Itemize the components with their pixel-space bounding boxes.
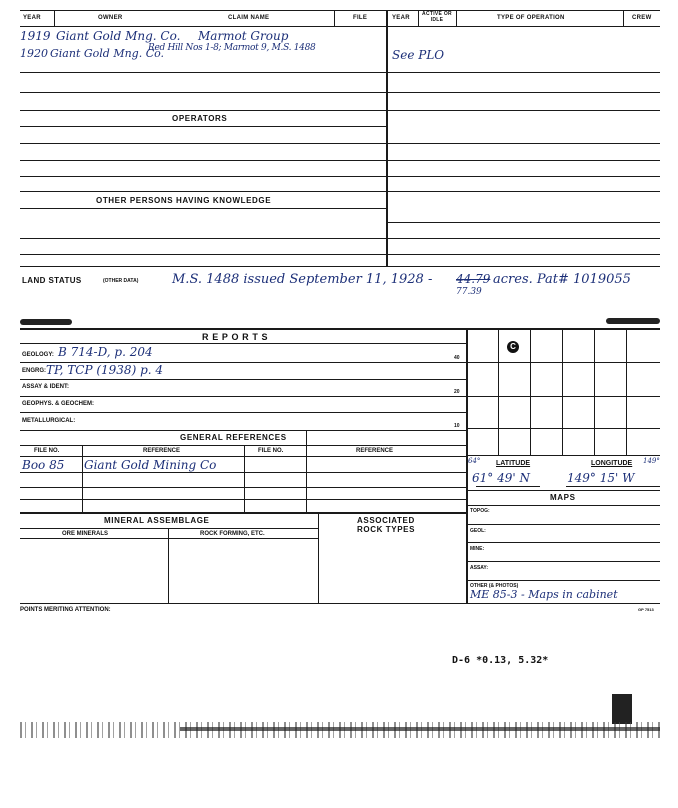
land-status-label: LAND STATUS	[22, 276, 82, 285]
land-status-text: M.S. 1488 issued September 11, 1928 -	[172, 272, 433, 287]
scan-blot	[612, 694, 632, 724]
ref-row-1-reference: Giant Gold Mining Co	[84, 458, 217, 472]
row-line	[466, 505, 660, 506]
row-line	[20, 512, 466, 514]
land-status-struck-value: 44.79	[456, 272, 491, 286]
latitude-label: LATITUDE	[496, 460, 531, 467]
grid-location-marker: C	[507, 341, 519, 353]
land-status-sublabel: (OTHER DATA)	[103, 278, 139, 284]
row-line	[20, 208, 386, 209]
row-line	[20, 528, 318, 529]
row-line	[20, 445, 466, 446]
geology-label: GEOLOGY:	[22, 352, 54, 358]
mineral-col-divider	[318, 513, 319, 603]
bottom-border	[20, 603, 660, 604]
top-border	[20, 10, 660, 11]
row-line	[20, 110, 660, 111]
longitude-underline	[566, 486, 660, 487]
row-line	[20, 456, 466, 457]
row-line	[466, 561, 660, 562]
owner-row-1-claim: Marmot Group	[198, 29, 289, 43]
row-line	[20, 143, 660, 144]
header-divider	[623, 11, 624, 26]
row-line	[466, 490, 660, 491]
header-divider	[334, 11, 335, 26]
margin-number-40: 40	[454, 355, 460, 361]
engrg-value: TP, TCP (1938) p. 4	[46, 363, 164, 377]
row-line	[20, 472, 466, 473]
row-line	[20, 254, 660, 255]
header-divider	[418, 11, 419, 26]
land-status-acres: acres. Pat# 1019055	[493, 272, 631, 287]
header-active-or-idle: ACTIVE OR IDLE	[422, 11, 452, 23]
geophys-label: GEOPHYS. & GEOCHEM:	[22, 401, 95, 407]
row-line	[20, 499, 466, 500]
grid-line	[562, 329, 563, 455]
row-line	[20, 487, 466, 488]
grid-line	[466, 396, 660, 397]
row-line	[20, 92, 660, 93]
header-divider	[54, 11, 55, 26]
rock-types-label: ROCK TYPES	[357, 525, 416, 534]
row-line	[20, 266, 660, 267]
grid-line	[466, 362, 660, 363]
latitude-underline	[476, 486, 540, 487]
engrg-label: ENGRG:	[22, 368, 46, 374]
associated-label: ASSOCIATED	[357, 516, 415, 525]
row-line	[20, 72, 660, 73]
general-references-title: GENERAL REFERENCES	[180, 433, 287, 442]
row-line	[20, 412, 466, 413]
row-line	[20, 160, 660, 161]
header-type-of-operation: TYPE OF OPERATION	[497, 15, 565, 21]
points-meriting-attention: POINTS MERITING ATTENTION:	[20, 607, 111, 613]
typed-note: D-6 *0.13, 5.32*	[452, 655, 549, 666]
owner-row-2-owner: Giant Gold Mng. Co.	[50, 47, 165, 60]
ref-col-file-no: FILE NO.	[34, 448, 60, 454]
maps-assay-label: ASSAY:	[470, 565, 489, 571]
row-line	[20, 379, 466, 380]
land-status-correction: 77.39	[456, 287, 482, 297]
header-divider	[456, 11, 457, 26]
operators-heading: OPERATORS	[172, 114, 228, 123]
row-line	[20, 396, 466, 397]
margin-number-20: 20	[454, 389, 460, 395]
other-persons-heading: OTHER PERSONS HAVING KNOWLEDGE	[96, 196, 272, 205]
mineral-assemblage-title: MINERAL ASSEMBLAGE	[104, 516, 210, 525]
row-line	[20, 191, 660, 192]
row-line	[20, 176, 660, 177]
maps-other-label: OTHER (& PHOTOS)	[470, 583, 519, 589]
grid-line	[626, 329, 627, 455]
row-line	[20, 430, 466, 431]
metallurgical-label: METALLURGICAL:	[22, 418, 76, 424]
ref-row-1-file-no: Boo 85	[22, 458, 65, 472]
grid-line	[466, 455, 660, 456]
row-line	[20, 538, 318, 539]
row-line	[20, 238, 660, 239]
maps-title: MAPS	[550, 493, 576, 502]
row-line	[466, 524, 660, 525]
ref-col-reference-2: REFERENCE	[356, 448, 394, 454]
owner-row-2-year: 1920	[20, 47, 48, 60]
row-line	[386, 222, 660, 223]
row-line	[466, 542, 660, 543]
scan-smear	[20, 319, 72, 325]
owner-row-1-owner: Giant Gold Mng. Co.	[56, 29, 181, 43]
assay-ident-label: ASSAY & IDENT:	[22, 384, 70, 390]
row-line	[20, 343, 466, 344]
reports-top-border	[20, 328, 660, 330]
owner-row-2-claim: Red Hill Nos 1-8; Marmot 9, M.S. 1488	[148, 43, 316, 53]
maps-mine-label: MINE:	[470, 546, 485, 552]
rock-forming-label: ROCK FORMING, ETC.	[200, 531, 265, 537]
header-bottom-border	[20, 26, 660, 27]
header-year-2: YEAR	[392, 15, 410, 21]
maps-geol-label: GEOL:	[470, 528, 486, 534]
row-line	[466, 580, 660, 581]
ore-minerals-label: ORE MINERALS	[62, 531, 109, 537]
form-number: GP 7513	[638, 607, 654, 612]
maps-other-value: ME 85-3 - Maps in cabinet	[470, 588, 618, 601]
header-claim-name: CLAIM NAME	[228, 15, 270, 21]
maps-topog-label: TOPOG:	[470, 508, 490, 514]
ref-col-reference: REFERENCE	[143, 448, 181, 454]
geology-value: B 714-D, p. 204	[58, 345, 153, 359]
reports-title: R E P O R T S	[202, 332, 269, 342]
longitude-suffix: 149°	[643, 457, 660, 465]
header-year: YEAR	[23, 15, 41, 21]
header-divider	[386, 11, 388, 266]
grid-line	[594, 329, 595, 455]
scan-smear	[606, 318, 660, 324]
owner-row-2-file: See PLO	[392, 48, 445, 62]
latitude-prefix: 64°	[468, 457, 481, 465]
latitude-value: 61° 49' N	[472, 471, 530, 485]
header-owner: OWNER	[98, 15, 123, 21]
longitude-value: 149° 15' W	[567, 471, 635, 485]
longitude-label: LONGITUDE	[591, 460, 633, 467]
grid-line	[466, 428, 660, 429]
margin-number-10: 10	[454, 423, 460, 429]
row-line	[20, 126, 386, 127]
grid-line	[498, 329, 499, 455]
header-crew: CREW	[632, 15, 652, 21]
grid-line	[530, 329, 531, 455]
ref-col-file-no-2: FILE NO.	[258, 448, 284, 454]
scan-streak	[180, 727, 660, 731]
header-file: FILE	[353, 15, 368, 21]
mineral-col-divider	[168, 529, 169, 603]
owner-row-1-year: 1919	[20, 29, 51, 43]
